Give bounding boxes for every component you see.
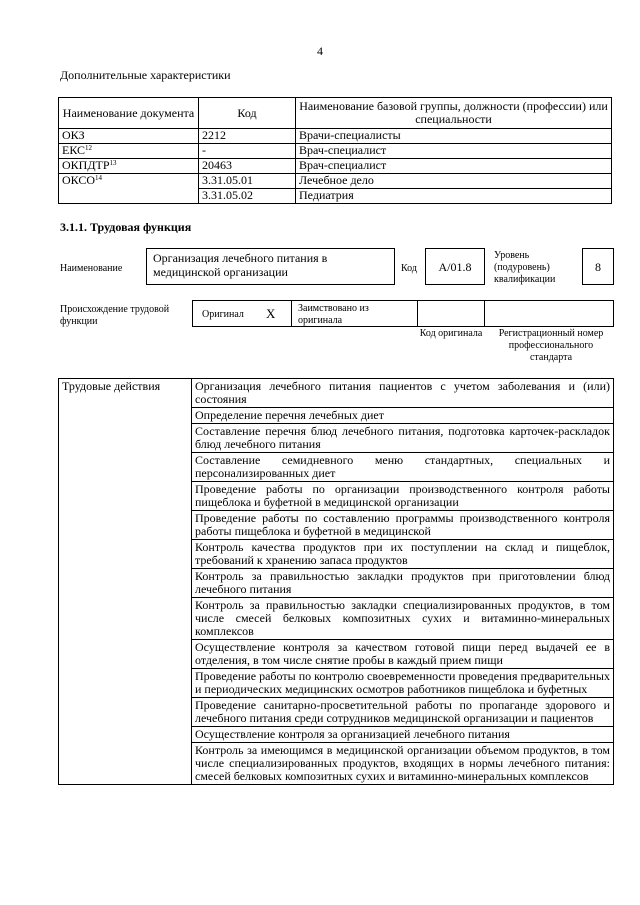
doc-cell: ОКСО$^{14}$: [59, 174, 199, 189]
name-cell: Лечебное дело: [296, 174, 612, 189]
name-label: Наименование: [60, 263, 123, 274]
function-code-value: A/01.8: [438, 260, 472, 274]
doc-cell: ЕКС$^{12}$: [59, 144, 199, 159]
col-header-document: Наименование документа: [59, 98, 199, 129]
list-item: Контроль качества продуктов при их поступлении на склад и пищеблок, требований к хранению запаса продуктов: [192, 540, 614, 569]
page-number: 4: [317, 44, 323, 58]
origin-label: Происхождение трудовой функции: [60, 304, 170, 327]
name-cell: Врач-специалист: [296, 159, 612, 174]
list-item: Контроль за правильностью закладки специализированных продуктов, в том числе смесей белковых композитных сухих и витаминно-минеральных комплексов: [192, 598, 614, 640]
table-row: [59, 174, 612, 189]
table-row: [59, 189, 612, 204]
list-item: Проведение работы по контролю своевременности проведения предварительных и периодических медицинских осмотров работников пищеблока и буфетных: [192, 669, 614, 698]
reg-number-box: [484, 300, 614, 327]
function-name-box: [146, 248, 395, 285]
name-cell: Педиатрия: [296, 189, 612, 204]
name-cell: Врачи-специалисты: [296, 129, 612, 144]
table-row: [59, 379, 614, 408]
col-header-code: Код: [199, 98, 296, 129]
level-label: Уровень (подуровень) квалификации: [494, 250, 556, 285]
code-cell: 2212: [199, 129, 296, 144]
borrowed-label: Заимствовано из оригинала: [298, 303, 369, 326]
doc-cell: ОКПДТР$^{13}$: [59, 159, 199, 174]
col-header-name: Наименование базовой группы, должности (профессии) или специальности: [296, 98, 612, 129]
code-cell: 3.31.05.01: [199, 174, 296, 189]
table-header-row: [59, 98, 612, 129]
additional-characteristics-title: Дополнительные характеристики: [60, 68, 231, 82]
code-cell: 3.31.05.02: [199, 189, 296, 204]
list-item: Организация лечебного питания пациентов с учетом заболевания и (или) состояния: [192, 379, 614, 408]
name-cell: Врач-специалист: [296, 144, 612, 159]
level-value: 8: [595, 260, 601, 274]
function-code-box: [425, 248, 485, 285]
list-item: Проведение работы по организации производственного контроля работы пищеблока и буфетной в медицинской организации: [192, 482, 614, 511]
list-item: Проведение санитарно-просветительной работы по пропаганде здорового и лечебного питания среди сотрудников медицинской организации и пациентов: [192, 698, 614, 727]
code-label: Код: [401, 263, 417, 274]
list-item: Контроль за правильностью закладки продуктов при приготовлении блюд лечебного питания: [192, 569, 614, 598]
list-item: Контроль за имеющимся в медицинской организации объемом продуктов, в том числе специализированных продуктов, входящих в нормы лечебного питания: смесей белковых композитных сухих и витаминно-минеральных комплексов: [192, 743, 614, 785]
labor-actions-table: [58, 378, 614, 785]
section-title: 3.1.1. Трудовая функция: [60, 220, 192, 234]
doc-cell: [59, 189, 199, 204]
doc-cell: ОКЗ: [59, 129, 199, 144]
list-item: Определение перечня лечебных диет: [192, 408, 614, 424]
list-item: Проведение работы по составлению программы производственного контроля работы пищеблока и буфетной в медицинской: [192, 511, 614, 540]
list-item: Осуществление контроля за организацией лечебного питания: [192, 727, 614, 743]
original-mark: X: [266, 306, 276, 321]
original-box: [192, 300, 292, 327]
table-row: [59, 144, 612, 159]
original-code-box: [417, 300, 485, 327]
original-code-caption: Код оригинала: [419, 328, 483, 339]
code-cell: -: [199, 144, 296, 159]
list-item: Осуществление контроля за качеством готовой пищи перед выдачей ее в отделения, в том числе снятие пробы в каждый прием пищи: [192, 640, 614, 669]
labor-actions-label: Трудовые действия: [59, 379, 192, 785]
original-label: Оригинал: [202, 309, 244, 320]
level-box: [582, 248, 614, 285]
list-item: Составление перечня блюд лечебного питания, подготовка карточек-раскладок блюд лечебного питания: [192, 424, 614, 453]
function-name-value: Организация лечебного питания в медицинской организации: [153, 251, 328, 279]
additional-characteristics-table: [58, 97, 612, 204]
borrowed-box: [291, 300, 418, 327]
table-row: [59, 159, 612, 174]
reg-number-caption: Регистрационный номер профессионального стандарта: [498, 328, 604, 363]
table-row: [59, 129, 612, 144]
code-cell: 20463: [199, 159, 296, 174]
list-item: Составление семидневного меню стандартных, специальных и персонализированных диет: [192, 453, 614, 482]
